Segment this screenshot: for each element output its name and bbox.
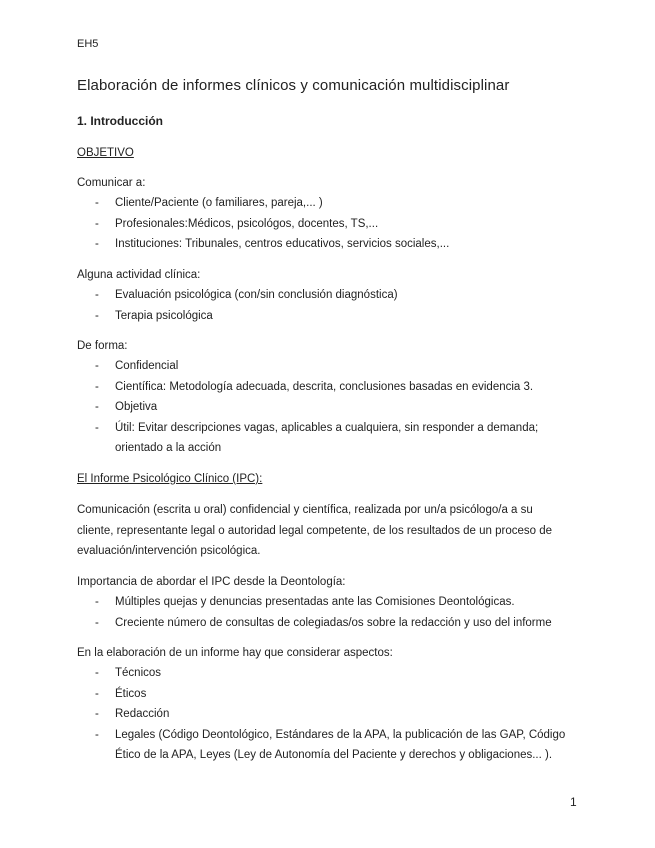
document-title: Elaboración de informes clínicos y comunicación multidisciplinar [77,77,510,94]
comunicar-list [77,193,577,255]
list-item: - Útil: Evitar descripciones vagas, aplicables a cualquiera, sin responder a demanda; orientado a la acción [77,418,555,459]
list-item: - Instituciones: Tribunales, centros educativos, servicios sociales,... [77,234,577,255]
list-item: - Redacción [77,704,577,725]
ipc-heading: El Informe Psicológico Clínico (IPC): [77,473,263,485]
bullet-dash: - [95,596,99,608]
forma-list [77,356,577,459]
section-heading-introduccion: 1. Introducción [77,114,164,128]
bullet-dash: - [95,667,99,679]
importancia-list [77,592,577,633]
forma-label: De forma: [77,340,128,352]
list-item: - Cliente/Paciente (o familiares, pareja,... ) [77,193,577,214]
bullet-dash: - [95,380,99,393]
bullet-dash: - [95,238,99,250]
list-item: - Creciente número de consultas de colegiadas/os sobre la redacción y uso del informe [77,613,577,634]
bullet-dash: - [95,728,99,741]
bullet-dash: - [95,708,99,720]
aspectos-list [77,663,577,766]
page-number: 1 [570,795,577,809]
bullet-dash: - [95,616,99,629]
list-item: - Objetiva [77,397,577,418]
bullet-dash: - [95,687,99,700]
bullet-dash: - [95,421,99,434]
list-item: - Legales (Código Deontológico, Estándares de la APA, la publicación de las GAP, Código Ético de la APA, Leyes (Ley de Autonomía del Paciente y derechos y obligaciones... ). [77,725,577,766]
bullet-dash: - [95,401,99,413]
comunicar-label: Comunicar a: [77,177,146,189]
bullet-dash: - [95,217,99,230]
ipc-definition: Comunicación (escrita u oral) confidencial y científica, realizada por un/a psicólogo/a a su cliente, representante legal o autoridad legal competente, de los resultados de un proceso de evaluación/intervención psicológica. [77,504,553,557]
list-item: - Profesionales:Médicos, psicológos, docentes, TS,... [77,214,577,235]
list-item: - Evaluación psicológica (con/sin conclusión diagnóstica) [77,285,577,306]
objetivo-heading: OBJETIVO [77,147,134,159]
actividad-list [77,285,577,326]
list-item: - Terapia psicológica [77,306,577,327]
list-item: - Confidencial [77,356,577,377]
bullet-dash: - [95,309,99,322]
page-header: EH5 [77,38,99,50]
aspectos-label: En la elaboración de un informe hay que considerar aspectos: [77,647,393,659]
actividad-label: Alguna actividad clínica: [77,269,201,281]
list-item: - Éticos [77,684,577,705]
list-item: - Múltiples quejas y denuncias presentadas ante las Comisiones Deontológicas. [77,592,577,613]
importancia-label: Importancia de abordar el IPC desde la Deontología: [77,576,346,588]
bullet-dash: - [95,360,99,372]
bullet-dash: - [95,197,99,209]
bullet-dash: - [95,289,99,301]
list-item: - Científica: Metodología adecuada, descrita, conclusiones basadas en evidencia 3. [77,377,577,398]
list-item: - Técnicos [77,663,577,684]
